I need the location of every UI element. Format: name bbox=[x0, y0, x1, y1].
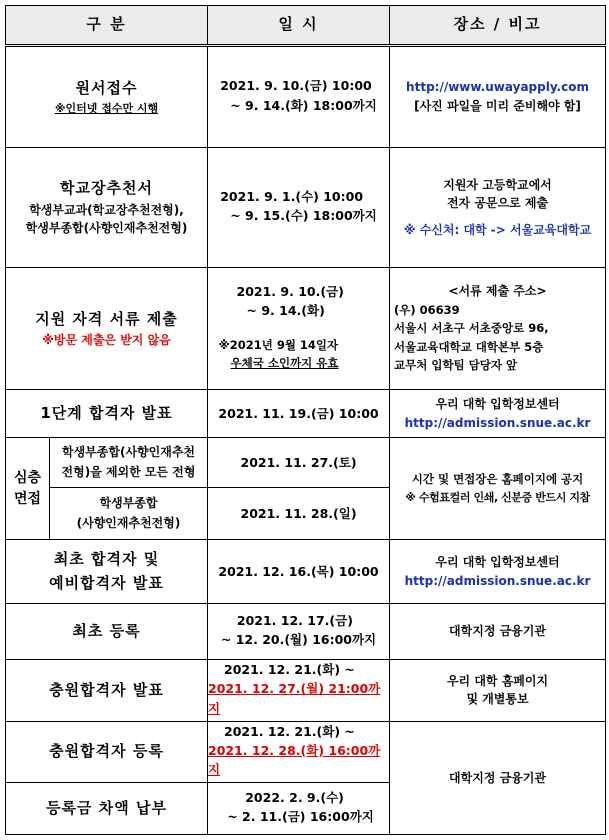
tuition-date-cell bbox=[208, 783, 390, 835]
row-additional-announce bbox=[6, 660, 606, 722]
tuition-title: 등록금 차액 납부 bbox=[6, 783, 208, 835]
interview-b-date-cell bbox=[208, 488, 390, 540]
interview-remark-cell bbox=[390, 438, 606, 540]
register-date bbox=[221, 611, 376, 650]
documents-postmark bbox=[219, 337, 379, 373]
additional-register-remark: 대학지정 금융기관 bbox=[390, 721, 606, 835]
recommendation-title: 학교장추천서 bbox=[60, 179, 153, 198]
documents-date bbox=[211, 282, 387, 321]
row-final bbox=[6, 540, 606, 604]
row-interview-a bbox=[6, 438, 606, 488]
additional-register-title: 충원합격자 등록 bbox=[6, 721, 208, 783]
tuition-date-end: ~ 2. 11.(금) 16:00까지 bbox=[227, 809, 374, 825]
interview-a-date: 2021. 11. 27.(토) bbox=[240, 455, 357, 471]
recommendation-cell bbox=[6, 148, 208, 268]
interview-b-line2: (사향인재추천전형) bbox=[76, 515, 181, 530]
admission-schedule-table bbox=[5, 5, 606, 835]
interview-b-date: 2021. 11. 28.(일) bbox=[240, 506, 357, 522]
application-date-end: ~ 9. 14.(화) 18:00까지 bbox=[230, 97, 377, 113]
documents-address-line3: 교무처 입학팀 담당자 앞 bbox=[394, 358, 518, 373]
application-remark: [사진 파일을 미리 준비해야 함] bbox=[414, 99, 581, 113]
stage1-remark1: 우리 대학 입학정보센터 bbox=[435, 396, 560, 411]
final-remark1: 우리 대학 입학정보센터 bbox=[435, 554, 560, 569]
row-application bbox=[6, 46, 606, 148]
interview-a-cell bbox=[50, 438, 208, 488]
application-date-start: 2021. 9. 10.(금) 10:00 bbox=[220, 78, 372, 94]
register-title: 최초 등록 bbox=[6, 604, 208, 660]
interview-b-line1: 학생부종합 bbox=[99, 496, 158, 511]
stage1-url-link[interactable]: http://admission.snue.ac.kr bbox=[404, 415, 591, 430]
documents-postmark-valid: 우체국 소인까지 유효 bbox=[230, 356, 339, 371]
recommendation-date bbox=[220, 187, 377, 226]
final-date: 2021. 12. 16.(목) 10:00 bbox=[218, 564, 379, 580]
interview-label-line1: 심층 bbox=[13, 470, 42, 487]
documents-postmark-date: ※2021년 9월 14일자 bbox=[218, 338, 339, 353]
documents-date-cell bbox=[208, 268, 390, 390]
final-title1: 최초 합격자 및 bbox=[53, 550, 160, 569]
stage1-date-cell bbox=[208, 390, 390, 438]
documents-note: ※방문 제출은 받지 않음 bbox=[42, 332, 171, 347]
final-title2: 예비합격자 발표 bbox=[49, 573, 164, 592]
application-url-link[interactable]: http://www.uwayapply.com bbox=[406, 80, 589, 95]
documents-address bbox=[390, 301, 605, 375]
interview-a-line2: 전형)을 제외한 모든 전형 bbox=[61, 464, 196, 479]
interview-a-line1: 학생부종합(사향인재추천 bbox=[62, 445, 195, 460]
documents-address-line1: 서울시 서초구 서초중앙로 96, bbox=[394, 321, 549, 336]
final-cell bbox=[6, 540, 208, 604]
row-documents bbox=[6, 268, 606, 390]
additional-announce-date-start: 2021. 12. 21.(화) ~ bbox=[224, 662, 355, 677]
stage1-date: 2021. 11. 19.(금) 10:00 bbox=[218, 406, 379, 422]
application-title: 원서접수 bbox=[75, 78, 138, 97]
final-url-link[interactable]: http://admission.snue.ac.kr bbox=[404, 573, 591, 588]
additional-announce-remark-cell bbox=[390, 660, 606, 722]
interview-b-cell bbox=[50, 488, 208, 540]
additional-register-date bbox=[208, 722, 389, 780]
table-header-row bbox=[6, 6, 606, 46]
recommendation-remark-cell bbox=[390, 148, 606, 268]
documents-address-title: <서류 제출 주소> bbox=[448, 284, 547, 299]
row-register bbox=[6, 604, 606, 660]
row-additional-register bbox=[6, 721, 606, 783]
documents-address-cell bbox=[390, 268, 606, 390]
documents-address-line2: 서울교육대학교 대학본부 5층 bbox=[394, 339, 544, 354]
recommendation-recipient: ※ 수신처: 대학 -> 서울교육대학교 bbox=[403, 222, 592, 237]
application-date-cell bbox=[208, 46, 390, 148]
recommendation-date-end: ~ 9. 15.(수) 18:00까지 bbox=[230, 208, 377, 224]
recommendation-date-cell bbox=[208, 148, 390, 268]
tuition-date bbox=[223, 788, 374, 827]
additional-announce-date bbox=[208, 660, 389, 718]
header-category: 구 분 bbox=[6, 6, 208, 46]
tuition-date-start: 2022. 2. 9.(수) bbox=[245, 790, 344, 805]
additional-announce-title: 충원합격자 발표 bbox=[6, 660, 208, 722]
header-place-remark: 장소 / 비고 bbox=[390, 6, 606, 46]
documents-title: 지원 자격 서류 제출 bbox=[35, 309, 178, 328]
interview-remark2: ※ 수험표컬러 인쇄, 신분증 반드시 지참 bbox=[405, 490, 590, 504]
additional-register-date-cell bbox=[208, 721, 390, 783]
additional-announce-date-end: 2021. 12. 27.(월) 21:00까지 bbox=[208, 681, 381, 716]
documents-address-zip: (우) 06639 bbox=[394, 303, 460, 318]
interview-label bbox=[6, 438, 50, 540]
recommendation-sub1: 학생부교과(학교장추천전형), bbox=[29, 202, 184, 217]
final-date-cell bbox=[208, 540, 390, 604]
additional-announce-date-cell bbox=[208, 660, 390, 722]
row-stage1 bbox=[6, 390, 606, 438]
header-datetime: 일 시 bbox=[208, 6, 390, 46]
recommendation-remark2: 전자 공문으로 제출 bbox=[446, 196, 549, 211]
stage1-title: 1단계 합격자 발표 bbox=[6, 390, 208, 438]
row-recommendation bbox=[6, 148, 606, 268]
recommendation-remark1: 지원자 고등학교에서 bbox=[443, 177, 552, 192]
register-date-start: 2021. 12. 17.(금) bbox=[236, 612, 353, 628]
stage1-remark-cell bbox=[390, 390, 606, 438]
register-date-cell bbox=[208, 604, 390, 660]
interview-a-date-cell bbox=[208, 438, 390, 488]
documents-cell bbox=[6, 268, 208, 390]
interview-label-line2: 면접 bbox=[13, 490, 42, 507]
application-cell bbox=[6, 46, 208, 148]
recommendation-date-start: 2021. 9. 1.(수) 10:00 bbox=[220, 188, 364, 204]
register-remark: 대학지정 금융기관 bbox=[390, 604, 606, 660]
register-date-end: ~ 12. 20.(월) 16:00까지 bbox=[220, 632, 377, 648]
documents-date-start: 2021. 9. 10.(금) bbox=[236, 284, 344, 300]
additional-announce-remark2: 및 개별통보 bbox=[466, 692, 529, 707]
interview-remark1: 시간 및 면접장은 홈페이지에 공지 bbox=[411, 472, 584, 487]
application-date bbox=[220, 76, 377, 115]
final-remark-cell bbox=[390, 540, 606, 604]
application-remark-cell bbox=[390, 46, 606, 148]
additional-register-date-start: 2021. 12. 21.(화) ~ bbox=[224, 723, 355, 739]
documents-date-end: ~ 9. 14.(화) bbox=[246, 303, 325, 319]
recommendation-sub2: 학생부종합(사향인재추천전형) bbox=[25, 221, 188, 236]
additional-register-date-end: 2021. 12. 28.(화) 16:00까지 bbox=[208, 742, 381, 778]
application-note: ※인터넷 접수만 시행 bbox=[54, 102, 159, 116]
additional-announce-remark1: 우리 대학 홈페이지 bbox=[446, 673, 549, 688]
